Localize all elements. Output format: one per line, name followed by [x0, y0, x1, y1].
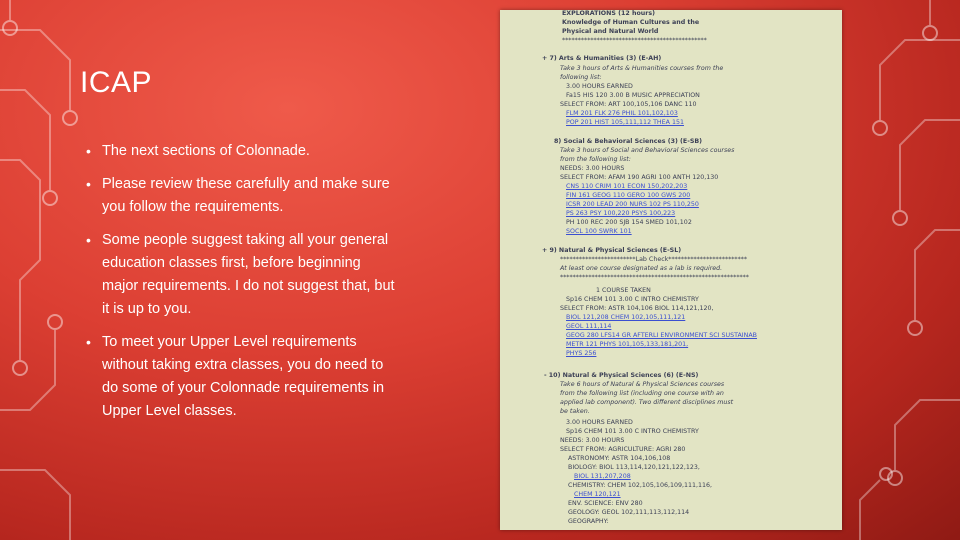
document-line: Physical and Natural World — [562, 28, 659, 35]
document-line: applied lab component). Two different disciplines must — [560, 399, 734, 406]
document-line: ************************************************************ — [560, 274, 749, 281]
document-line: + 7) Arts & Humanities (3) (E-AH) — [542, 55, 662, 62]
document-line: 1 COURSE TAKEN — [596, 287, 651, 294]
document-line[interactable]: SOCL 100 SWRK 101 — [566, 228, 632, 235]
document-line: SELECT FROM: ASTR 104,106 BIOL 114,121,120, — [560, 305, 714, 312]
document-line[interactable]: PHYS 256 — [566, 350, 597, 357]
bullet-text: The next sections of Colonnade. — [102, 143, 310, 159]
document-line: CHEMISTRY: CHEM 102,105,106,109,111,116, — [568, 482, 713, 489]
document-line: be taken. — [560, 408, 590, 415]
document-line: - 10) Natural & Physical Sciences (6) (E-NS) — [544, 372, 699, 379]
document-line: SELECT FROM: AFAM 190 AGRI 100 ANTH 120,130 — [560, 174, 719, 181]
bullet-text: Please review these carefully and make sure you follow the requirements. — [102, 176, 390, 215]
bullet-list — [86, 140, 401, 433]
document-line: + 9) Natural & Physical Sciences (E-SL) — [542, 247, 682, 254]
document-line: Sp16 CHEM 101 3.00 C INTRO CHEMISTRY — [566, 428, 699, 435]
document-line: SELECT FROM: ART 100,105,106 DANC 110 — [560, 101, 697, 108]
document-line[interactable]: BIOL 121,208 CHEM 102,105,111,121 — [566, 314, 686, 321]
bullet-item — [86, 229, 401, 321]
document-line[interactable]: CHEM 120,121 — [574, 491, 621, 498]
bullet-text: To meet your Upper Level requirements without taking extra classes, you do need to do some of your Colonnade requirements in Upper Level classes. — [102, 334, 385, 419]
document-line: ENV. SCIENCE: ENV 280 — [568, 500, 643, 507]
document-line: GEOGRAPHY: — [568, 518, 609, 525]
bullet-item — [86, 140, 401, 163]
document-line: Knowledge of Human Cultures and the — [562, 19, 700, 26]
bullet-item — [86, 331, 401, 423]
slide-title: ICAP — [80, 66, 153, 99]
document-line: 3.00 HOURS EARNED — [566, 419, 633, 426]
document-line: PH 100 REC 200 SJB 154 SMED 101,102 — [566, 219, 692, 226]
document-line[interactable]: GEOL 111,114 — [566, 323, 612, 330]
document-line: Fa15 HIS 120 3.00 B MUSIC APPRECIATION — [566, 92, 700, 99]
document-line[interactable]: FIN 161 GEOG 110 GERO 100 GWS 200 — [566, 192, 691, 199]
bullet-item — [86, 173, 401, 219]
bullet-dot-icon: • — [86, 232, 91, 248]
bullet-text: Some people suggest taking all your general education classes first, before beginning major requirements. I do not suggest that, but it is up to you. — [102, 232, 395, 317]
document-line[interactable]: BIOL 131,207,208 — [574, 473, 631, 480]
degree-audit-document — [500, 10, 842, 530]
bullet-dot-icon: • — [86, 334, 91, 350]
document-line: At least one course designated as a lab is required. — [560, 265, 723, 272]
document-line: NEEDS: 3.00 HOURS — [560, 437, 625, 444]
document-line: 3.00 HOURS EARNED — [566, 83, 633, 90]
document-line: ********************************************** — [562, 37, 707, 44]
document-line[interactable]: PS 263 PSY 100,220 PSYS 100,223 — [566, 210, 676, 217]
document-line: from the following list: — [560, 156, 631, 163]
document-line[interactable]: FLM 201 FLK 276 PHIL 101,102,103 — [566, 110, 678, 117]
document-line: SELECT FROM: AGRICULTURE: AGRI 280 — [560, 446, 686, 453]
document-line[interactable]: ICSR 200 LEAD 200 NURS 102 PS 110,250 — [566, 201, 699, 208]
document-line: Take 6 hours of Natural & Physical Sciences courses — [560, 381, 725, 388]
document-line: 8) Social & Behavioral Sciences (3) (E-SB) — [554, 138, 703, 145]
document-line[interactable]: POP 201 HIST 105,111,112 THEA 151 — [566, 119, 684, 126]
document-line: Take 3 hours of Social and Behavioral Sciences courses — [560, 147, 735, 154]
document-line[interactable]: GEOG 280 LFS14 GR AFTERLI ENVIRONMENT SCI SUSTAINAB — [566, 332, 757, 339]
document-line: EXPLORATIONS (12 hours) — [562, 10, 655, 17]
document-line: from the following list (including one course with an — [560, 390, 724, 397]
document-line: NEEDS: 3.00 HOURS — [560, 165, 625, 172]
bullet-dot-icon: • — [86, 176, 91, 192]
document-line: GEOLOGY: GEOL 102,111,113,112,114 — [568, 509, 690, 516]
document-line[interactable]: METR 121 PHYS 101,105,133,181,201, — [566, 341, 689, 348]
document-line: ASTRONOMY: ASTR 104,106,108 — [568, 455, 671, 462]
document-line[interactable]: CNS 110 CRIM 101 ECON 150,202,203 — [566, 183, 688, 190]
bullet-dot-icon: • — [86, 143, 91, 159]
document-line: Take 3 hours of Arts & Humanities courses from the — [560, 65, 724, 72]
document-line: ************************Lab Check************************* — [560, 256, 748, 263]
document-line: following list: — [560, 74, 602, 81]
document-line: Sp16 CHEM 101 3.00 C INTRO CHEMISTRY — [566, 296, 699, 303]
document-line: BIOLOGY: BIOL 113,114,120,121,122,123, — [568, 464, 700, 471]
